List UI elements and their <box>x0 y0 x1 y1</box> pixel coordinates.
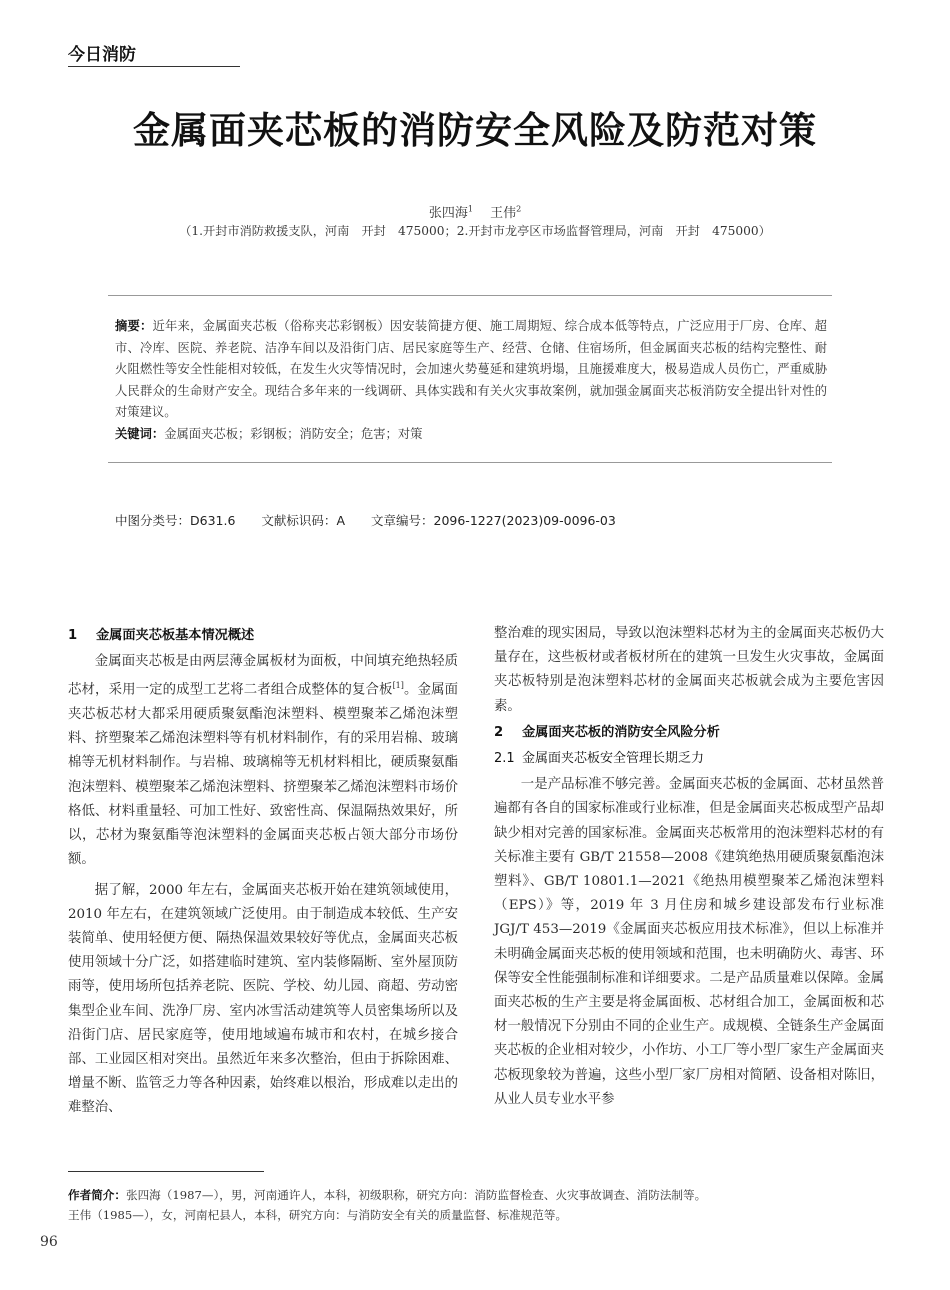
paragraph <box>68 650 458 872</box>
footnote-rule <box>68 1171 264 1172</box>
paragraph: 整治难的现实困局，导致以泡沫塑料芯材为主的金属面夹芯板仍大量存在，这些板材或者板材所在的建筑一旦发生火灾事故，金属面夹芯板特别是泡沫塑料芯材的金属面夹芯板就会成为主要危害因素。 <box>494 626 884 714</box>
paragraph: 一是产品标准不够完善。金属面夹芯板的金属面、芯材虽然普遍都有各自的国家标准或行业标准，但是金属面夹芯板成型产品却缺少相对完善的国家标准。金属面夹芯板常用的泡沫塑料芯材的有关标准主要有 GB/T 21558—2008《建筑绝热用硬质聚氨酯泡沫塑料》、GB/T 10801.1—2021《绝热用模塑聚苯乙烯泡沫塑料（EPS）》等，2019 年 3 月住房和城乡建设部发布行业标准 JGJ/T 453—2019《金属面夹芯板应用技术标准》，但以上标准并未明确金属面夹芯板的使用领域和范围，也未明确防火、毒害、环保等安全性能强制标准和详细要求。二是产品质量难以保障。金属面夹芯板的生产主要是将金属面板、芯材组合加工，金属面板和芯材一般情况下分别由不同的企业生产。成规模、全链条生产金属面夹芯板的企业相对较少，小作坊、小工厂等小型厂家生产金属面夹芯板现象较为普遍，这些小型厂家厂房相对简陋、设备相对陈旧，从业人员专业水平参 <box>494 777 884 1107</box>
left-column <box>68 622 458 1121</box>
section-title: 金属面夹芯板基本情况概述 <box>96 628 255 643</box>
keywords <box>115 424 827 446</box>
article-id-value: 2096-1227(2023)09-0096-03 <box>433 513 616 528</box>
subsection-number: 2.1 <box>494 751 515 767</box>
section-number: 2 <box>494 724 504 740</box>
subsection-heading <box>494 747 884 771</box>
footnote-author-2: 王伟（1985—），女，河南杞县人，本科，研究方向：与消防安全有关的质量监督、标准规范等。 <box>68 1208 568 1222</box>
page-number: 96 <box>40 1234 58 1250</box>
subsection-title: 金属面夹芯板安全管理长期乏力 <box>522 751 705 767</box>
right-column <box>494 622 884 1112</box>
footnote-text: 张四海（1987—），男，河南通许人，本科，初级职称，研究方向：消防监督检查、火灾事故调查、消防法制等。 <box>125 1188 707 1202</box>
author-mark: 1 <box>467 204 473 214</box>
article-id-label: 文章编号： <box>370 513 434 528</box>
paragraph-text: 。金属面夹芯板芯材大都采用硬质聚氨酯泡沫塑料、模塑聚苯乙烯泡沫塑料、挤塑聚苯乙烯泡沫塑料等有机材料制作，有的采用岩棉、玻璃棉等无机材料制作。与岩棉、玻璃棉等无机材料相比，硬质聚氨酯泡沫塑料、模塑聚苯乙烯泡沫塑料、挤塑聚苯乙烯泡沫塑料市场价格低、材料重量轻、可加工性好、致密性高、保温隔热效果好，所以，芯材为聚氨酯等泡沫塑料的金属面夹芯板占领大部分市场份额。 <box>68 682 458 868</box>
abstract-label: 摘要： <box>115 319 153 333</box>
citation-ref: [1] <box>392 681 404 691</box>
doc-code-value: A <box>336 513 345 528</box>
clc-label: 中图分类号： <box>115 513 191 528</box>
paragraph: 据了解，2000 年左右，金属面夹芯板开始在建筑领域使用，2010 年左右，在建筑领域广泛使用。由于制造成本较低、生产安装简单、使用轻便方便、隔热保温效果较好等优点，金属面夹芯板使用领域十分广泛，如搭建临时建筑、室内装修隔断、室外屋顶防雨等，使用场所包括养老院、医院、学校、幼儿园、商超、劳动密集型企业车间、洗净厂房、室内冰雪活动建筑等人员密集场所以及沿街门店、居民家庭等，使用地域遍布城市和农村，在城乡接合部、工业园区相对突出。虽然近年来多次整治，但由于拆除困难、增量不断、监管乏力等各种因素，始终难以根治，形成难以走出的难整治、 <box>68 882 458 1116</box>
abstract-top-rule <box>108 295 832 296</box>
clc-value: D631.6 <box>190 513 236 528</box>
section-title: 金属面夹芯板的消防安全风险分析 <box>522 724 720 740</box>
author-mark: 2 <box>516 204 522 214</box>
author-name: 张四海 <box>428 206 468 221</box>
affiliation: （1.开封市消防救援支队，河南 开封 475000；2.开封市龙亭区市场监督管理局，河南 开封 475000） <box>179 224 771 238</box>
abstract-bottom-rule <box>108 462 832 463</box>
header-rule <box>68 66 240 67</box>
keywords-label: 关键词： <box>115 427 165 441</box>
abstract <box>115 316 827 424</box>
classification-row <box>115 511 638 529</box>
section-heading <box>68 624 458 648</box>
paragraph-text: 金属面夹芯板是由两层薄金属板材为面板，中间填充绝热轻质芯材，采用一定的成型工艺将二者组合成整体的复合板 <box>68 654 458 698</box>
authors-line <box>0 202 950 221</box>
section-number: 1 <box>68 628 78 643</box>
section-label: 今日消防 <box>68 45 136 65</box>
footnote-author-1 <box>68 1186 888 1205</box>
abstract-text: 近年来，金属面夹芯板（俗称夹芯彩钢板）因安装简捷方便、施工周期短、综合成本低等特点，广泛应用于厂房、仓库、超市、冷库、医院、养老院、洁净车间以及沿街门店、居民家庭等生产、经营、仓储、住宿场所，但金属面夹芯板的结构完整性、耐火阻燃性等安全性能相对较低，在发生火灾等情况时，会加速火势蔓延和建筑坍塌，且施援难度大，极易造成人员伤亡，严重威胁人民群众的生命财产安全。现结合多年来的一线调研、具体实践和有关火灾事故案例，就加强金属面夹芯板消防安全提出针对性的对策建议。 <box>115 319 827 420</box>
doc-code-label: 文献标识码： <box>261 513 337 528</box>
section-heading <box>494 721 884 745</box>
footnote-label: 作者简介： <box>68 1188 126 1202</box>
keywords-text: 金属面夹芯板；彩钢板；消防安全；危害；对策 <box>164 427 423 441</box>
author-name: 王伟 <box>490 206 517 221</box>
article-title: 金属面夹芯板的消防安全风险及防范对策 <box>133 108 817 152</box>
